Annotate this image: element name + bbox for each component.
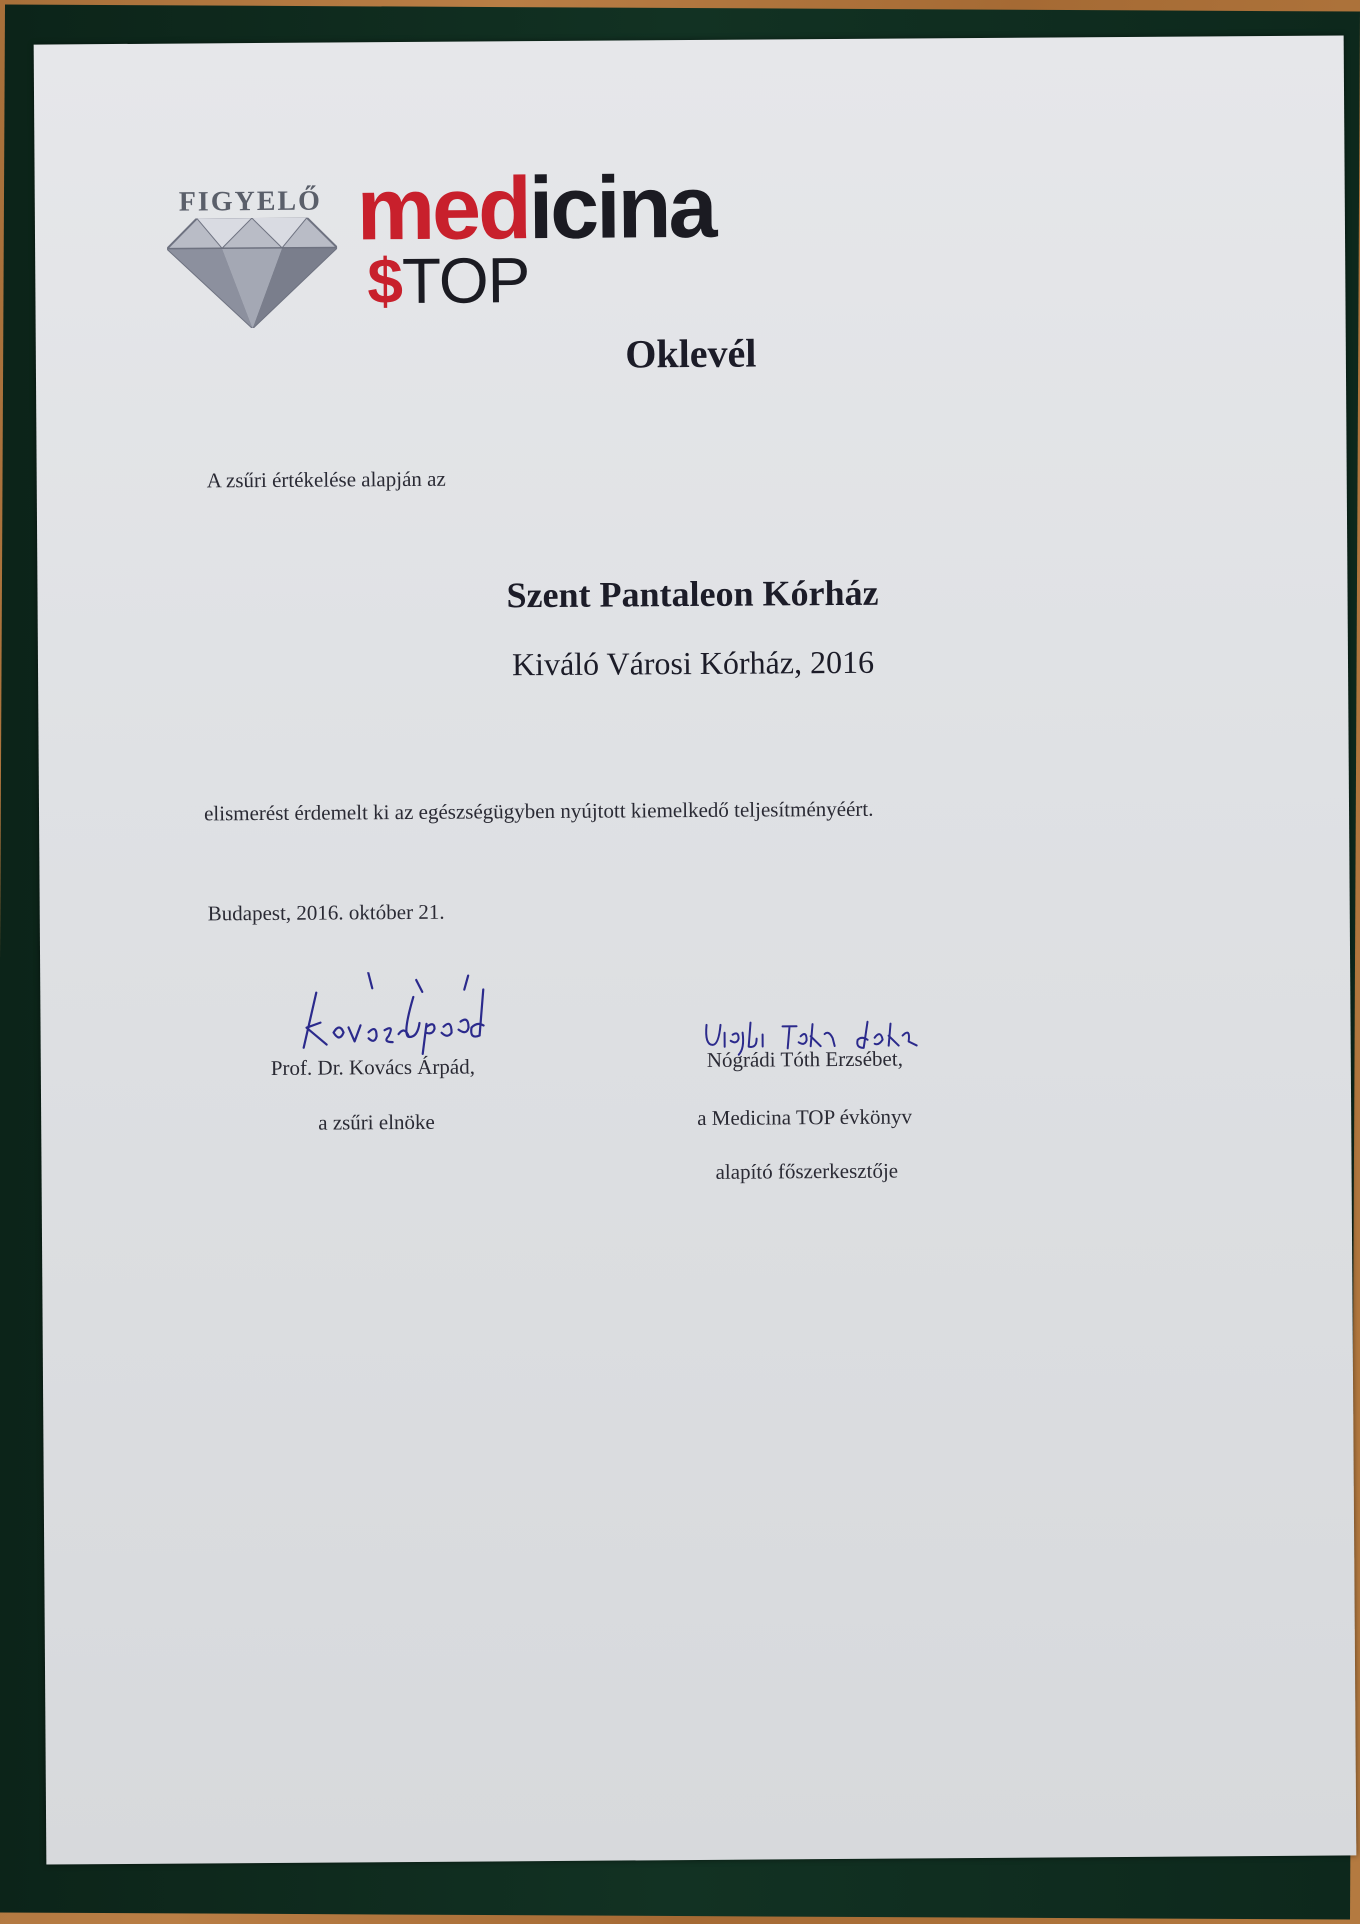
left-signature — [298, 971, 509, 1057]
logo-figyelo-text: FIGYELŐ — [178, 185, 323, 218]
left-signatory-role: a zsűri elnöke — [318, 1109, 435, 1135]
right-signatory-role-line2: alapító főszerkesztője — [715, 1158, 899, 1184]
recognition-text: elismerést érdemelt ki az egészségügyben nyújtott kiemelkedő teljesítményéért. — [203, 796, 874, 826]
diamond-icon — [167, 217, 338, 328]
logo-medicina-wordmark — [356, 156, 715, 259]
logo-top-text: TOP — [401, 244, 530, 318]
logo-medicina-dark-part: icina — [528, 156, 715, 258]
award-title: Kiváló Városi Kórház, 2016 — [511, 643, 875, 683]
logo-caduceus-symbol: $ — [367, 245, 403, 318]
hospital-name: Szent Pantaleon Kórház — [506, 572, 879, 616]
intro-text: A zsűri értékelése alapján az — [206, 466, 446, 493]
left-signatory-name: Prof. Dr. Kovács Árpád, — [270, 1054, 476, 1080]
logo-top-wordmark — [367, 244, 530, 318]
logo-medicina-red-part: med — [356, 158, 530, 259]
right-signatory-name: Nógrádi Tóth Erzsébet, — [706, 1046, 903, 1072]
right-signatory-role-line1: a Medicina TOP évkönyv — [697, 1104, 913, 1130]
place-date: Budapest, 2016. október 21. — [207, 899, 445, 926]
certificate-page — [34, 35, 1357, 1864]
certificate-title: Oklevél — [625, 330, 757, 377]
medicina-top-logo — [126, 134, 767, 338]
